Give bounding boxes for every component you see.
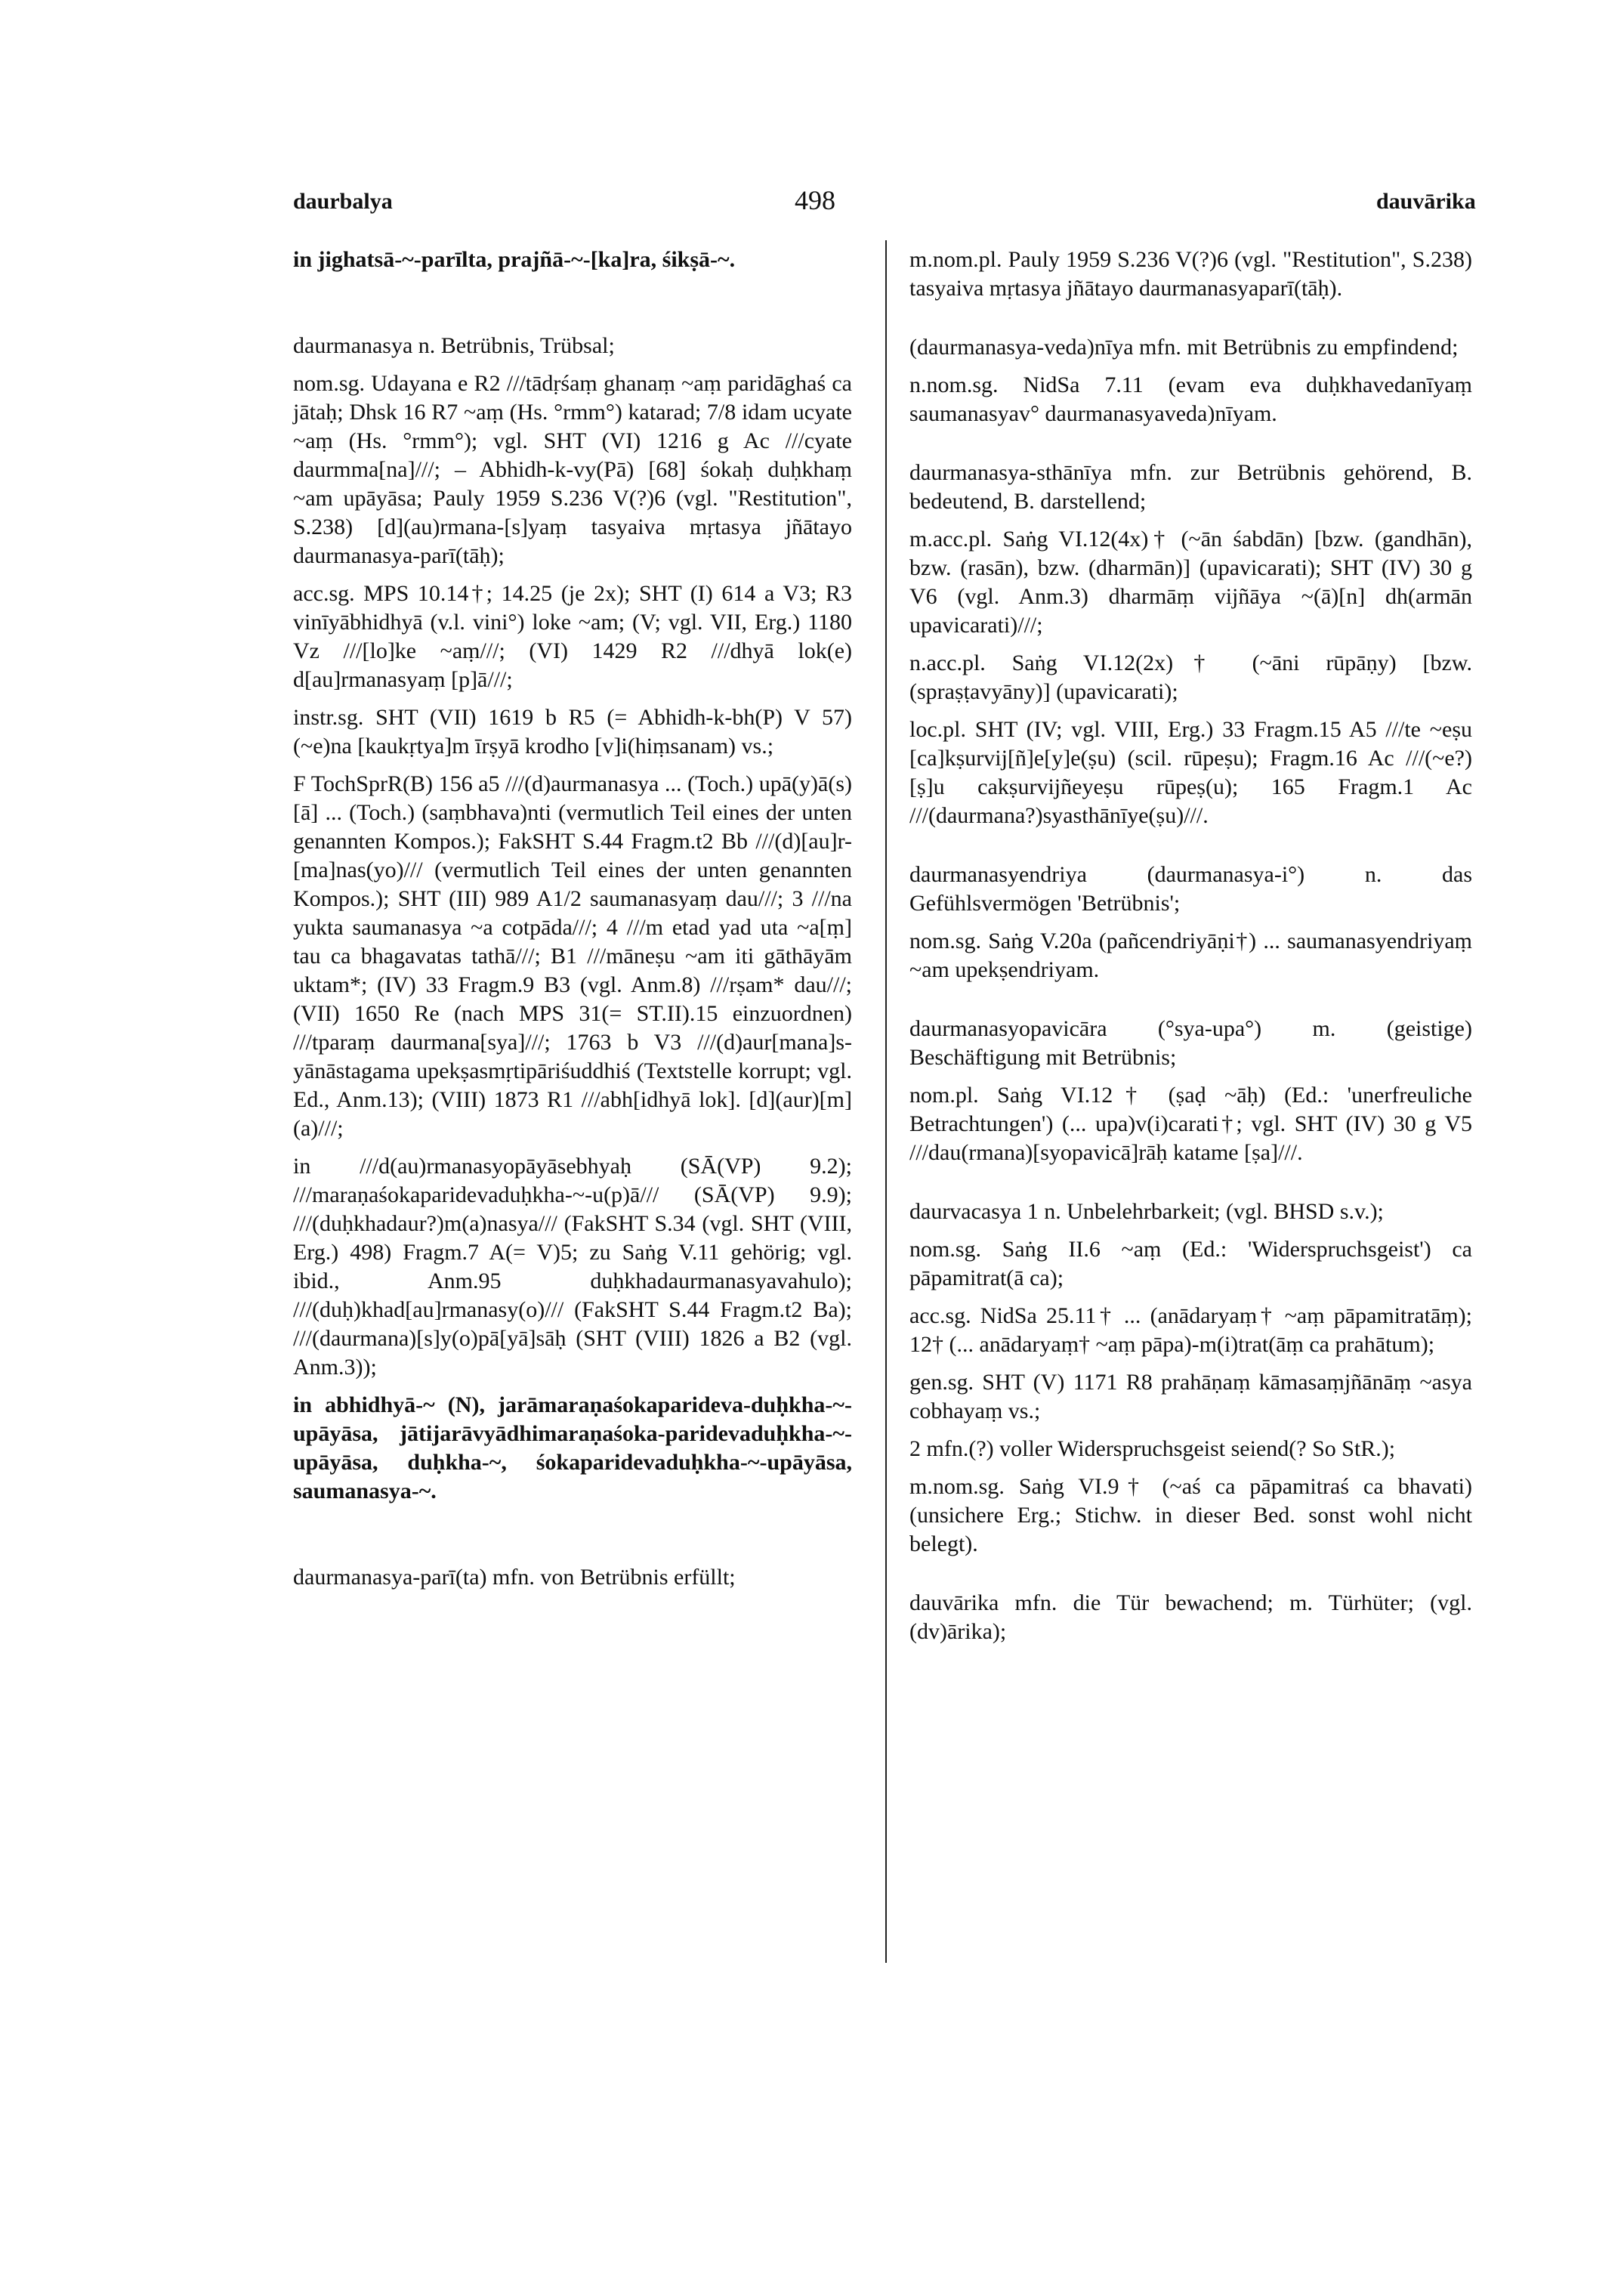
- entry-daurmanasya: [293, 332, 852, 1506]
- entry-text: 2 mfn.(?) voller Widerspruchsgeist seiend(? So StR.);: [909, 1436, 1396, 1461]
- entry-head: daurvacasya 1 n. Unbelehrbarkeit; (vgl. BHSD s.v.);: [909, 1199, 1384, 1224]
- entry-head: (daurmanasya-veda)nīya mfn. mit Betrübnis zu empfindend;: [909, 335, 1459, 360]
- entry-upavicara: [909, 1015, 1472, 1167]
- entry-head: daurmanasya-sthānīya mfn. zur Betrübnis gehörend, B. bedeutend, B. darstellend;: [909, 460, 1472, 514]
- entry-fragments: F TochSprR(B) 156 a5 ///(d)aurmanasya ... (Toch.) upā(y)ā(s)[ā] ... (Toch.) (saṃbhava)nti (vermutlich Teil eines der unten genannten Kompos.); FakSHT S.44 Fragm.t2 Bb ///(d)[au]r-[ma]nas(yo)/// (vermutlich Teil eines der unten genannten Kompos.); SHT (III) 989 A1/2 saumanasyaṃ dau///; 3 ///na yukta saumanasya ~a cotpāda///; 4 ///m etad yad uta ~a[ṃ] tau ca bhagavatas tathā///; B1 ///māneṣu ~am iti gāthāyām uktam*; (IV) 33 Fragm.9 B3 (vgl. Anm.8) ///rṣam* dau///; (VII) 1650 Re (nach MPS 31(= ST.II).15 einzuordnen) ///tparaṃ daurmana[sya]///; 1763 b V3 ///(d)aur[mana]s-yānāstagama upekṣasmṛtipāriśuddhiś (Textstelle korrupt; vgl. Ed., Anm.13); (VIII) 1873 R1 ///abh[idhyā lok]. [d](aur)[m](a)///;: [293, 771, 852, 1141]
- right-column: [909, 246, 1472, 1676]
- entry-head: daurmanasya n. Betrübnis, Trübsal;: [293, 333, 615, 358]
- entry-instr-sg: instr.sg. SHT (VII) 1619 b R5 (= Abhidh-k-bh(P) V 57) (~e)na [kaukṛtya]m īrṣyā krodho [v]i(hiṃsanam) vs.;: [293, 705, 852, 759]
- entry-daurmanasya-parita: [293, 1563, 852, 1592]
- entry-parita-cont: [909, 246, 1472, 303]
- entry-text: m.nom.pl. Pauly 1959 S.236 V(?)6 (vgl. "Restitution", S.238) tasyaiva mṛtasya jñātayo daurmanasyaparī(tāḥ).: [909, 247, 1472, 301]
- continuation-text: in jighatsā-~-parīlta, prajñā-~-[ka]ra, śikṣā-~.: [293, 247, 736, 272]
- entry-text: loc.pl. SHT (IV; vgl. VIII, Erg.) 33 Fragm.15 A5 ///te ~eṣu [ca]kṣurvij[ñ]e[y]e(ṣu) (scil. rūpeṣu); Fragm.16 Ac ///(~e?)[ṣ]u cakṣurvijñeyeṣu rūpeṣ(u); 165 Fragm.1 Ac ///(daurmana?)syasthānīye(ṣu)///.: [909, 717, 1472, 828]
- entry-compounds: in abhidhyā-~ (N), jarāmaraṇaśokaparideva-duḥkha-~-upāyāsa, jātijarāvyādhimaraṇaśoka-paridevaduḥkha-~-upāyāsa, duḥkha-~, śokaparidevaduḥkha-~-upāyāsa, saumanasya-~.: [293, 1392, 852, 1503]
- entry-nom-sg: nom.sg. Udayana e R2 ///tādṛśaṃ ghanaṃ ~aṃ paridāghaś ca jātaḥ; Dhsk 16 R7 ~aṃ (Hs. °rmm°) katarad; 7/8 idam ucyate ~aṃ (Hs. °rmm°); vgl. SHT (VI) 1216 g Ac ///cyate daurmma[na]///; – Abhidh-k-vy(Pā) [68] śokaḥ duḥkhaṃ ~am upāyāsa; Pauly 1959 S.236 V(?)6 (vgl. "Restitution", S.238) [d](au)rmana-[s]yaṃ tasyaiva mṛtasya jñātayo daurmanasya-parī(tāḥ);: [293, 371, 852, 568]
- entry-in: in ///d(au)rmanasyopāyāsebhyaḥ (SĀ(VP) 9.2); ///maraṇaśokaparidevaduḥkha-~-u(p)ā/// (SĀ(VP) 9.9); ///(duḥkhadaur?)m(a)nasya/// (FakSHT S.34 (vgl. SHT (VIII, Erg.) 498) Fragm.7 A(= V)5; zu Saṅg V.11 gehörig; vgl. ibid., Anm.95 duḥkhadaurmanasyavahulo); ///(duḥ)khad[au]rmanasy(o)/// (FakSHT S.44 Fragm.t2 Ba); ///(daurmana)[s]y(o)pā[yā]sāḥ (SHT (VIII) 1826 a B2 (vgl. Anm.3));: [293, 1154, 852, 1380]
- entry-text: n.acc.pl. Saṅg VI.12(2x)† (~āni rūpāṇy) [bzw. (spraṣṭavyāny)] (upavicarati);: [909, 650, 1472, 704]
- entry-text: m.nom.sg. Saṅg VI.9† (~aś ca pāpamitraś ca bhavati) (unsichere Erg.; Stichw. in dieser Bed. sonst wohl nicht belegt).: [909, 1474, 1472, 1556]
- running-head-left: daurbalya: [293, 189, 393, 214]
- entry-daurvacasya: [909, 1197, 1472, 1559]
- entry-text: nom.pl. Saṅg VI.12† (ṣaḍ ~āḥ) (Ed.: 'unerfreuliche Betrachtungen') (... upa)v(i)carati†; vgl. SHT (IV) 30 g V5 ///dau(rmana)[syopavicā]rāḥ katame [ṣa]///.: [909, 1083, 1472, 1165]
- entry-continuation: [293, 246, 852, 274]
- entry-head: daurmanasyopavicāra (°sya-upa°) m. (geistige) Beschäftigung mit Betrübnis;: [909, 1016, 1472, 1070]
- entry-text: gen.sg. SHT (V) 1171 R8 prahāṇaṃ kāmasaṃjñānāṃ ~asya cobhayaṃ vs.;: [909, 1370, 1472, 1423]
- entry-text: n.nom.sg. NidSa 7.11 (evam eva duḥkhavedanīyaṃ saumanasyav° daurmanasyaveda)nīyam.: [909, 372, 1472, 426]
- entry-head: daurmanasyendriya (daurmanasya-i°) n. das Gefühlsvermögen 'Betrübnis';: [909, 862, 1472, 916]
- entry-sthaniya: [909, 459, 1472, 830]
- entry-indriya: [909, 861, 1472, 984]
- left-column: [293, 246, 852, 1622]
- running-head-right: dauvārika: [1376, 189, 1476, 214]
- entry-head: daurmanasya-parī(ta) mfn. von Betrübnis erfüllt;: [293, 1565, 736, 1590]
- entry-text: m.acc.pl. Saṅg VI.12(4x)† (~ān śabdān) [bzw. (gandhān), bzw. (rasān), bzw. (dharmān)] (upavicarati); SHT (IV) 30 g V6 (vgl. Anm.3) dharmāṃ vijñāya ~(ā)[n] dh(armān upavicarati)///;: [909, 527, 1472, 638]
- column-divider: [885, 240, 887, 1963]
- entry-text: nom.sg. Saṅg V.20a (pañcendriyāṇi†) ... saumanasyendriyaṃ ~am upekṣendriyam.: [909, 929, 1472, 982]
- entry-text: nom.sg. Saṅg II.6 ~aṃ (Ed.: 'Widerspruchsgeist') ca pāpamitrat(ā ca);: [909, 1237, 1472, 1290]
- entry-head: dauvārika mfn. die Tür bewachend; m. Türhüter; (vgl. (dv)ārika);: [909, 1590, 1472, 1644]
- entry-vedaniya: [909, 333, 1472, 428]
- entry-text: acc.sg. NidSa 25.11† ... (anādaryaṃ† ~aṃ pāpamitratāṃ); 12† (... anādaryaṃ† ~aṃ pāpa)-m(i)trat(āṃ ca prahātum);: [909, 1303, 1472, 1357]
- entry-acc-sg: acc.sg. MPS 10.14†; 14.25 (je 2x); SHT (I) 614 a V3; R3 vinīyābhidhyā (v.l. vini°) loke ~am; (V; vgl. VII, Erg.) 1180 Vz ///[lo]ke ~aṃ///; (VI) 1429 R2 ///dhyā lok(e) d[au]rmanasyaṃ [p]ā///;: [293, 581, 852, 692]
- page-number: 498: [795, 185, 835, 215]
- entry-dauvarika: [909, 1589, 1472, 1646]
